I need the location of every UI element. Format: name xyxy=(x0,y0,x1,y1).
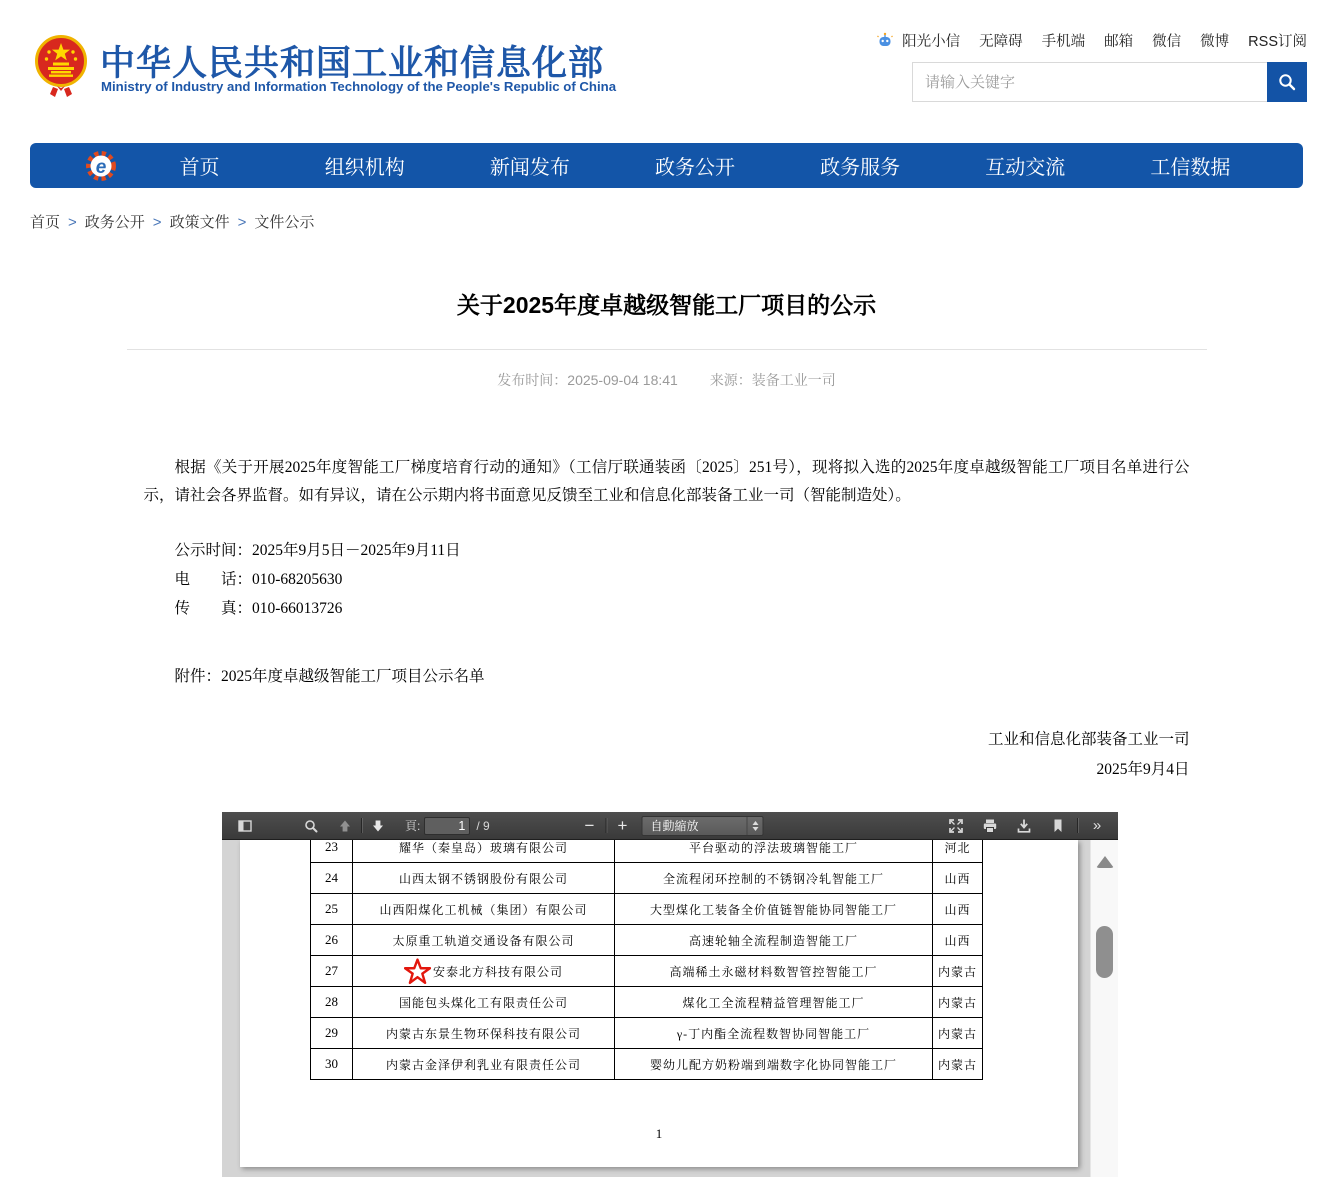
page-up-icon xyxy=(337,818,353,834)
cell-province: 内蒙古 xyxy=(933,987,983,1018)
breadcrumb-item[interactable]: 政策文件 xyxy=(169,214,230,231)
nav-items-container xyxy=(117,151,1273,180)
quick-links-container xyxy=(902,30,1307,51)
pdf-page-number-footer: 1 xyxy=(655,1126,663,1141)
cell-company-name xyxy=(353,863,615,894)
nav-item-2[interactable]: 组织机构 xyxy=(324,157,405,179)
table-row xyxy=(311,925,983,956)
zoom-select-spinner-icon xyxy=(747,817,763,835)
star-icon xyxy=(404,958,431,985)
cell-project-name: 平台驱动的浮法玻璃智能工厂 xyxy=(615,840,933,863)
article-meta xyxy=(127,370,1207,390)
cell-row-number: 26 xyxy=(311,925,353,956)
nav-item-7[interactable]: 工信数据 xyxy=(1150,157,1231,179)
pdf-page xyxy=(240,840,1078,1167)
cell-project-name: γ-丁内酯全流程数智协同智能工厂 xyxy=(615,1018,933,1049)
cell-province: 山西 xyxy=(933,925,983,956)
nav-item-4[interactable]: 政务公开 xyxy=(654,157,735,179)
table-row xyxy=(311,894,983,925)
toolbar-separator xyxy=(1077,818,1078,833)
cell-province: 内蒙古 xyxy=(933,956,983,987)
pdf-scrollbar[interactable] xyxy=(1090,840,1118,1177)
nav-item-5[interactable]: 政务服务 xyxy=(820,157,901,179)
table-row xyxy=(311,987,983,1018)
site-title: 中华人民共和国工业和信息化部 xyxy=(100,44,605,83)
cell-company-name xyxy=(353,925,615,956)
cell-province: 内蒙古 xyxy=(933,1049,983,1080)
cell-row-number: 25 xyxy=(311,894,353,925)
signature-department: 工业和信息化部装备工业一司 xyxy=(987,731,1190,748)
signature-date: 2025年9月4日 xyxy=(1096,761,1190,778)
cell-row-number: 29 xyxy=(311,1018,353,1049)
quick-link[interactable]: RSS订阅 xyxy=(1248,34,1307,50)
cell-company-name xyxy=(353,894,615,925)
cell-company-name xyxy=(353,1018,615,1049)
cell-project-name: 全流程闭环控制的不锈钢冷轧智能工厂 xyxy=(615,863,933,894)
more-tools-button[interactable]: » xyxy=(1092,817,1102,834)
scroll-up-icon[interactable] xyxy=(1096,856,1114,868)
cell-row-number: 23 xyxy=(311,840,353,863)
company-name-text: 耀华（秦皇岛）玻璃有限公司 xyxy=(398,840,568,855)
quick-link[interactable]: 手机端 xyxy=(1041,34,1086,50)
title-divider xyxy=(127,349,1207,350)
cell-row-number: 30 xyxy=(311,1049,353,1080)
cell-province: 山西 xyxy=(933,894,983,925)
cell-company-name xyxy=(353,987,615,1018)
scrollbar-thumb[interactable] xyxy=(1096,926,1113,978)
zoom-mode-value: 自動縮放 xyxy=(650,819,699,833)
pdf-table-body xyxy=(311,840,983,1080)
breadcrumb xyxy=(30,211,1333,232)
presentation-mode-icon xyxy=(948,818,964,834)
quick-link[interactable]: 无障碍 xyxy=(979,34,1023,50)
nav-item-6[interactable]: 互动交流 xyxy=(985,157,1066,179)
cell-company-name xyxy=(353,840,615,863)
quick-link[interactable]: 阳光小信 xyxy=(902,34,961,50)
cell-row-number: 27 xyxy=(311,956,353,987)
breadcrumb-item[interactable]: 文件公示 xyxy=(254,214,315,231)
page-number-input[interactable] xyxy=(424,817,470,835)
cell-province: 山西 xyxy=(933,863,983,894)
cell-row-number: 28 xyxy=(311,987,353,1018)
print-icon xyxy=(982,818,998,834)
table-row xyxy=(311,1018,983,1049)
breadcrumb-separator: > xyxy=(237,214,247,231)
breadcrumb-item[interactable]: 政务公开 xyxy=(84,214,145,231)
cell-project-name: 高速轮轴全流程制造智能工厂 xyxy=(615,925,933,956)
company-name-text: 山西太钢不锈钢股份有限公司 xyxy=(398,871,568,886)
signature-block xyxy=(144,725,1190,785)
quick-link[interactable]: 微博 xyxy=(1200,34,1230,50)
zoom-in-button[interactable]: + xyxy=(617,816,628,835)
table-row xyxy=(311,863,983,894)
page-up-button[interactable] xyxy=(332,814,358,838)
cell-company-name xyxy=(353,956,615,987)
nav-item-1[interactable]: 首页 xyxy=(179,157,220,179)
site-header xyxy=(0,0,1333,130)
cell-project-name: 大型煤化工装备全价值链智能协同智能工厂 xyxy=(615,894,933,925)
toolbar-separator xyxy=(361,818,362,833)
national-emblem-logo xyxy=(35,31,87,99)
table-row xyxy=(311,840,983,863)
attachment-line: 附件：2025年度卓越级智能工厂项目公示名单 xyxy=(174,668,485,685)
miit-gear-logo-icon xyxy=(85,150,117,182)
cell-project-name: 高端稀土永磁材料数智管控智能工厂 xyxy=(615,956,933,987)
page-down-icon xyxy=(370,818,386,834)
company-name-text: 太原重工轨道交通设备有限公司 xyxy=(392,933,575,948)
print-button[interactable] xyxy=(977,814,1003,838)
notice-period-line: 公示时间：2025年9月5日－2025年9月11日 xyxy=(174,542,461,559)
cell-province: 内蒙古 xyxy=(933,1018,983,1049)
quick-link[interactable]: 微信 xyxy=(1152,34,1182,50)
cell-province: 河北 xyxy=(933,840,983,863)
article-source: 来源：装备工业一司 xyxy=(709,372,836,388)
robot-icon xyxy=(876,32,894,50)
find-icon xyxy=(303,818,319,834)
cell-project-name: 婴幼儿配方奶粉端到端数字化协同智能工厂 xyxy=(615,1049,933,1080)
company-name-text: 国能包头煤化工有限责任公司 xyxy=(398,995,568,1010)
zoom-mode-select[interactable] xyxy=(642,816,764,836)
quick-links-bar xyxy=(876,30,1307,51)
pdf-content-area xyxy=(222,840,1118,1177)
search-bar xyxy=(912,62,1307,102)
company-name-text: 内蒙古东景生物环保科技有限公司 xyxy=(385,1026,581,1041)
main-navigation xyxy=(30,143,1303,188)
contact-block xyxy=(144,536,1190,623)
pdf-viewer xyxy=(222,812,1118,1177)
search-button[interactable] xyxy=(1267,62,1307,102)
table-row xyxy=(311,1049,983,1080)
company-name-text: 安泰北方科技有限公司 xyxy=(432,964,563,979)
bookmark-button[interactable] xyxy=(1045,814,1071,838)
breadcrumb-item[interactable]: 首页 xyxy=(30,214,61,231)
zoom-out-button[interactable]: − xyxy=(584,816,595,835)
company-name-text: 山西阳煤化工机械（集团）有限公司 xyxy=(379,902,588,917)
sidebar-toggle-button[interactable] xyxy=(232,814,258,838)
toolbar-separator xyxy=(606,818,607,833)
publish-time: 发布时间：2025-09-04 18:41 xyxy=(497,372,678,388)
article-body xyxy=(144,454,1190,785)
zoom-controls xyxy=(577,814,764,838)
company-name-text: 内蒙古金泽伊利乳业有限责任公司 xyxy=(385,1057,581,1072)
search-input[interactable] xyxy=(913,63,1267,101)
toolbar-right-group xyxy=(943,814,1110,838)
phone-line: 电 话：010-68205630 xyxy=(174,571,343,588)
page-label: 頁: xyxy=(405,819,421,833)
cell-project-name: 煤化工全流程精益管理智能工厂 xyxy=(615,987,933,1018)
breadcrumb-separator: > xyxy=(68,214,77,231)
download-icon xyxy=(1016,818,1032,834)
table-row xyxy=(311,956,983,987)
sidebar-toggle-icon xyxy=(237,818,253,834)
breadcrumb-separator: > xyxy=(152,214,162,231)
nav-item-3[interactable]: 新闻发布 xyxy=(489,157,570,179)
page-total: / 9 xyxy=(476,818,490,833)
pdf-toolbar xyxy=(222,812,1118,840)
page-title: 关于2025年度卓越级智能工厂项目的公示 xyxy=(456,292,877,318)
fax-line: 传 真：010-66013726 xyxy=(174,600,343,617)
site-subtitle: Ministry of Industry and Information Technology of the People's Republic of China xyxy=(101,79,617,94)
svg-text:e: e xyxy=(95,156,107,178)
body-paragraph: 根据《关于开展2025年度智能工厂梯度培育行动的通知》（工信厅联通装函〔2025〕251号），现将拟入选的2025年度卓越级智能工厂项目名单进行公示，请社会各界监督。如有异议，请在公示期内将书面意见反馈至工业和信息化部装备工业一司（智能制造处）。 xyxy=(143,459,1190,504)
page-down-button[interactable] xyxy=(365,814,391,838)
download-button[interactable] xyxy=(1011,814,1037,838)
find-button[interactable] xyxy=(298,814,324,838)
article-container xyxy=(127,287,1207,785)
cell-row-number: 24 xyxy=(311,863,353,894)
search-icon xyxy=(1277,72,1297,92)
cell-company-name xyxy=(353,1049,615,1080)
quick-link[interactable]: 邮箱 xyxy=(1104,34,1134,50)
bookmark-icon xyxy=(1050,818,1066,834)
smart-factory-table xyxy=(310,840,983,1080)
presentation-mode-button[interactable] xyxy=(943,814,969,838)
